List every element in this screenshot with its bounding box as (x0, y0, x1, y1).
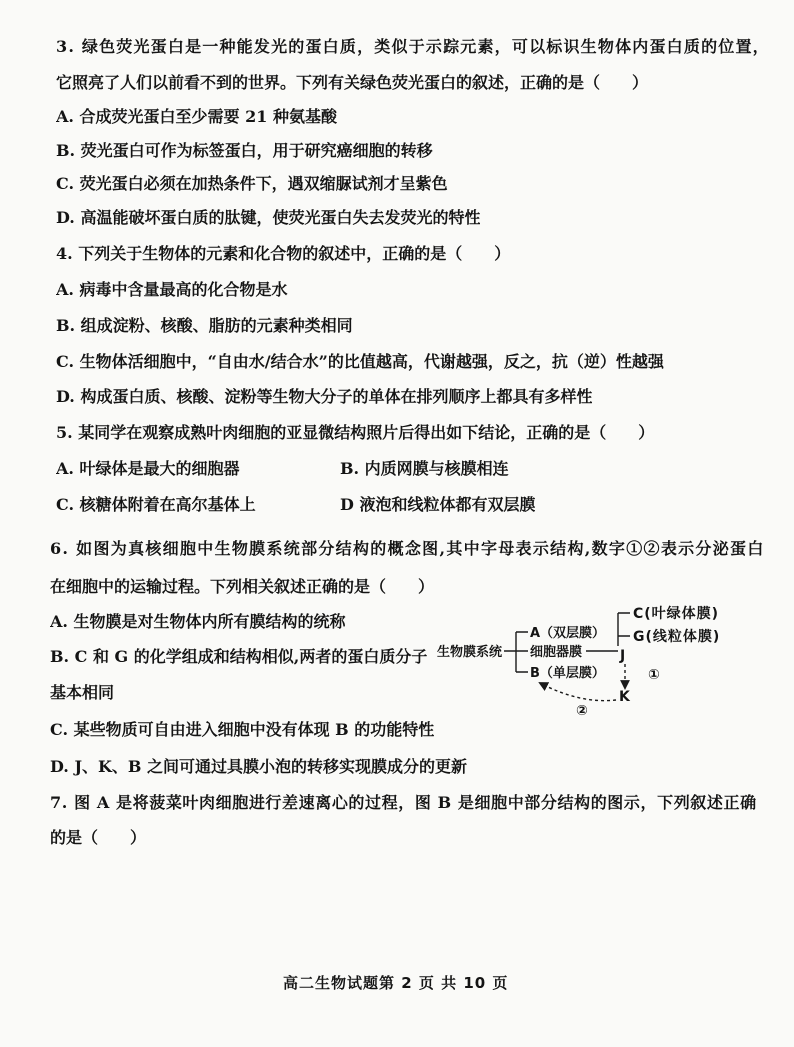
q6-stem-line-2: 在细胞中的运输过程。下列相关叙述正确的是（ ） (50, 577, 435, 596)
q5-stem: 5. 某同学在观察成熟叶肉细胞的亚显微结构照片后得出如下结论，正确的是（ ） (56, 423, 655, 442)
membrane-g-label: G(线粒体膜) (633, 629, 721, 645)
q3-option-c: C. 荧光蛋白必须在加热条件下，遇双缩脲试剂才呈紫色 (56, 174, 448, 193)
q3-stem-line-1: 3. 绿色荧光蛋白是一种能发光的蛋白质，类似于示踪元素，可以标识生物体内蛋白质的位置， (56, 37, 770, 56)
concept-root-label: 生物膜系统 (437, 645, 503, 660)
q3-option-d: D. 高温能破坏蛋白质的肽键，使荧光蛋白失去发荧光的特性 (56, 208, 481, 227)
q7-stem-line-2: 的是（ ） (50, 828, 147, 847)
q4-stem: 4. 下列关于生物体的元素和化合物的叙述中，正确的是（ ） (56, 244, 511, 263)
structure-j-label: J (620, 648, 626, 664)
first-level-bracket (504, 632, 528, 672)
q7-stem-line-1: 7. 图 A 是将菠菜叶肉细胞进行差速离心的过程，图 B 是细胞中部分结构的图示，下列叙述正确 (50, 793, 757, 812)
step-2-arrow (540, 683, 616, 701)
q3-option-a: A. 合成荧光蛋白至少需要 21 种氨基酸 (56, 107, 337, 126)
q4-option-c: C. 生物体活细胞中，“自由水/结合水”的比值越高，代谢越强，反之，抗（逆）性越强 (56, 352, 664, 371)
q6-option-c: C. 某些物质可自由进入细胞中没有体现 B 的功能特性 (50, 720, 435, 739)
q6-stem-line-1: 6. 如图为真核细胞中生物膜系统部分结构的概念图,其中字母表示结构,数字①②表示分泌蛋白 (50, 539, 765, 558)
q5-option-c: C. 核糖体附着在高尔基体上 (56, 495, 256, 514)
branch-a-label: A（双层膜） (530, 626, 606, 641)
q4-option-d: D. 构成蛋白质、核酸、淀粉等生物大分子的单体在排列顺序上都具有多样性 (56, 387, 593, 406)
membrane-system-concept-map (430, 600, 770, 720)
q4-option-a: A. 病毒中含量最高的化合物是水 (56, 280, 288, 299)
page-footer: 高二生物试题第 2 页 共 10 页 (283, 974, 509, 992)
structure-k-label: K (619, 689, 630, 705)
step-1-label: ① (648, 667, 660, 683)
step-2-label: ② (576, 703, 588, 719)
q4-option-b: B. 组成淀粉、核酸、脂肪的元素种类相同 (56, 316, 353, 335)
membrane-c-label: C(叶绿体膜) (633, 606, 720, 622)
q6-option-b-line-2: 基本相同 (50, 683, 115, 702)
q6-option-a: A. 生物膜是对生物体内所有膜结构的统称 (50, 612, 346, 631)
branch-b-label: B（单层膜） (530, 666, 605, 681)
q5-option-b: B. 内质网膜与核膜相连 (340, 459, 509, 478)
q5-option-d: D 液泡和线粒体都有双层膜 (340, 495, 536, 514)
q5-option-a: A. 叶绿体是最大的细胞器 (56, 459, 240, 478)
q3-stem-line-2: 它照亮了人们以前看不到的世界。下列有关绿色荧光蛋白的叙述，正确的是（ ） (56, 73, 649, 92)
q3-option-b: B. 荧光蛋白可作为标签蛋白，用于研究癌细胞的转移 (56, 141, 433, 160)
branch-organelle-membrane-label: 细胞器膜 (530, 645, 583, 660)
q6-option-d: D. J、K、B 之间可通过具膜小泡的转移实现膜成分的更新 (50, 757, 468, 776)
q6-option-b-line-1: B. C 和 G 的化学组成和结构相似,两者的蛋白质分子 (50, 647, 428, 666)
